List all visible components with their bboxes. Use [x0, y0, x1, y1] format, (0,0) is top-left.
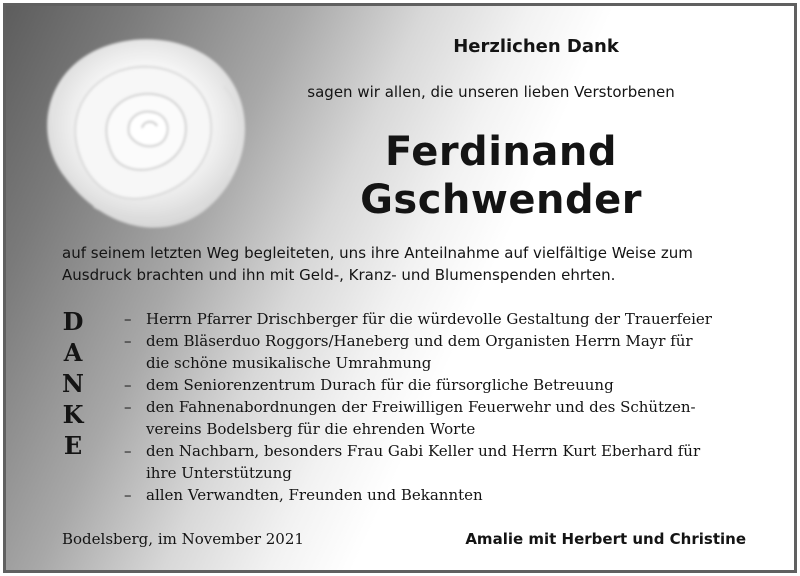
danke-letter: E: [63, 431, 83, 460]
danke-letter: D: [62, 307, 84, 336]
place-and-date: Bodelsberg, im November 2021: [62, 530, 304, 548]
list-item-line: allen Verwandten, Freunden und Bekannten: [146, 486, 483, 504]
danke-letter: N: [62, 369, 84, 398]
list-item-line: Herrn Pfarrer Drischberger für die würdevolle Gestaltung der Trauerfeier: [146, 310, 712, 328]
dash: –: [124, 486, 132, 504]
dash: –: [124, 376, 132, 394]
list-item: [124, 396, 744, 440]
list-item-line: den Fahnenabordnungen der Freiwilligen Feuerwehr und des Schützen-: [146, 398, 696, 416]
list-item: [124, 374, 744, 396]
signature: Amalie mit Herbert und Christine: [465, 530, 746, 548]
list-item: [124, 440, 744, 484]
body-line: Ausdruck brachten und ihn mit Geld-, Kranz- und Blumenspenden ehrten.: [62, 266, 616, 284]
list-item-line: ihre Unterstützung: [146, 464, 292, 482]
list-item: [124, 330, 744, 374]
dash: –: [124, 332, 132, 350]
danke-letter: A: [63, 338, 83, 367]
dash: –: [124, 398, 132, 416]
heading: Herzlichen Dank: [453, 36, 619, 57]
list-item-line: den Nachbarn, besonders Frau Gabi Keller und Herrn Kurt Eberhard für: [146, 442, 701, 460]
thanks-list: [124, 308, 744, 506]
dash: –: [124, 310, 132, 328]
list-item-line: dem Seniorenzentrum Durach für die fürsorgliche Betreuung: [146, 376, 614, 394]
body-paragraph: [62, 242, 752, 286]
list-item-line: die schöne musikalische Umrahmung: [146, 354, 432, 372]
rose-icon: [24, 16, 274, 241]
deceased-last-name: Gschwender: [360, 177, 642, 223]
list-item-line: dem Bläserduo Roggors/Haneberg und dem Organisten Herrn Mayr für: [146, 332, 693, 350]
list-item: [124, 308, 744, 330]
danke-letter: K: [62, 400, 84, 429]
deceased-first-name: Ferdinand: [385, 129, 617, 175]
danke-vertical-word: [58, 306, 88, 461]
obituary-thank-you-card: [3, 3, 797, 573]
body-line: auf seinem letzten Weg begleiteten, uns ihre Anteilnahme auf vielfältige Weise zum: [62, 244, 693, 262]
list-item-line: vereins Bodelsberg für die ehrenden Worte: [146, 420, 476, 438]
list-item: [124, 484, 744, 506]
dash: –: [124, 442, 132, 460]
intro-text: sagen wir allen, die unseren lieben Verstorbenen: [307, 83, 675, 101]
